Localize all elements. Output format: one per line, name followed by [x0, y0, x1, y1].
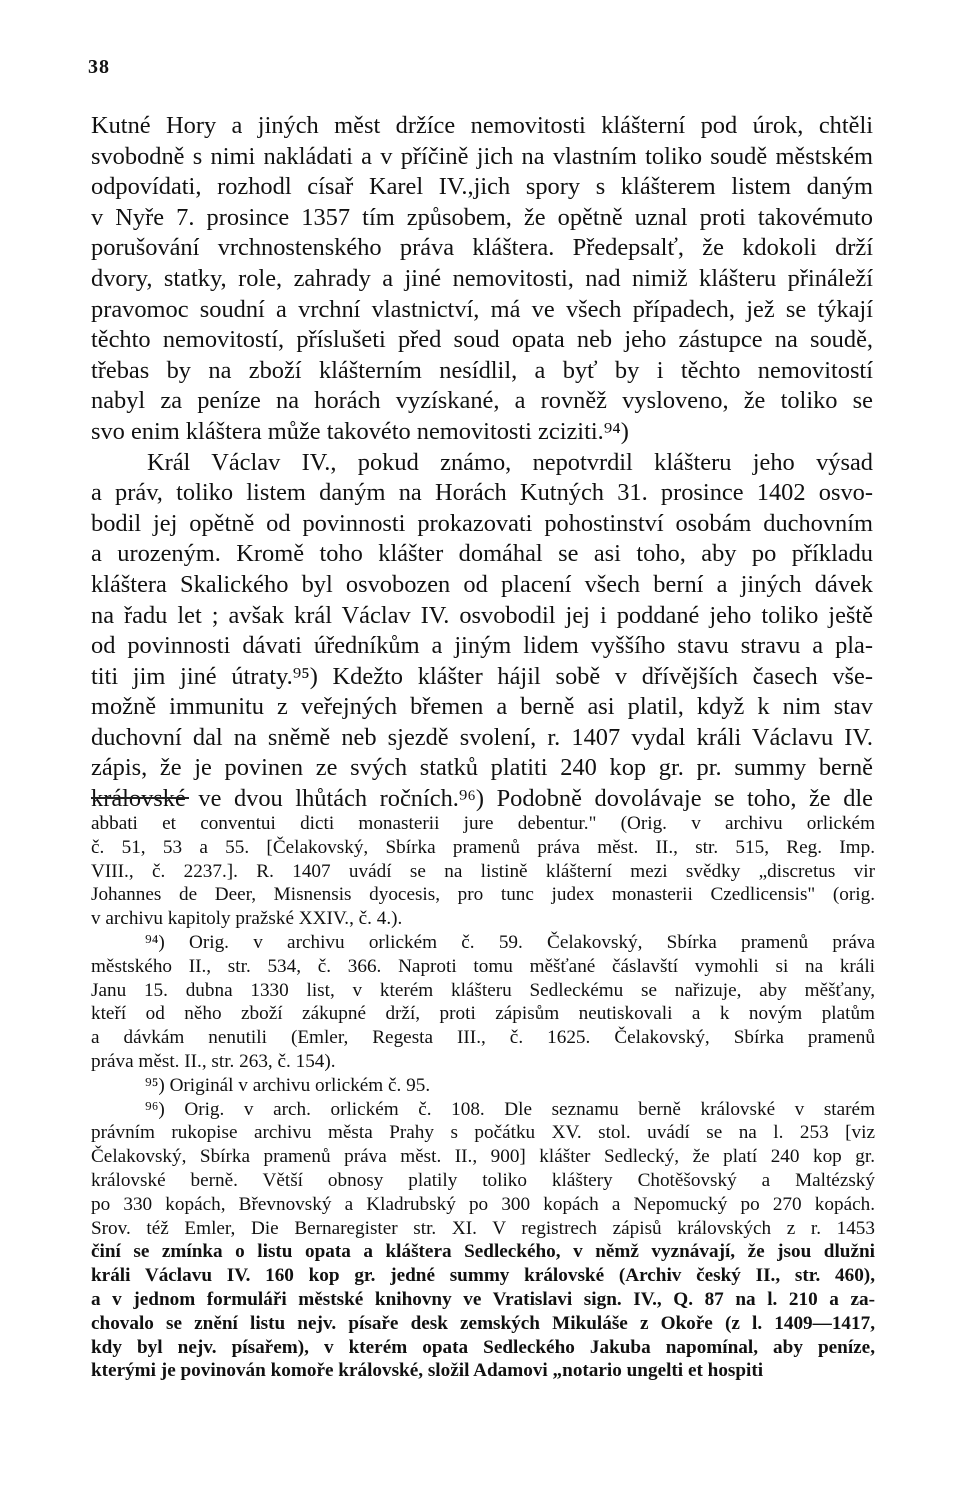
footnote-line: abbati et conventui dicti monasterii jure debentur." (Orig. v archivu orlickém — [91, 813, 875, 834]
footnote-94: ⁹⁴) Orig. v archivu orlickém č. 59. Čelakovský, Sbírka pramenů práva — [145, 931, 875, 953]
text-line: dvory, statky, role, zahrady a jiné nemovitosti, nad nimiž klášteru přináleží — [91, 264, 873, 292]
footnote-line: práva měst. II., str. 263, č. 154). — [91, 1050, 336, 1072]
footnote-line: VIII., č. 2237.]. R. 1407 uvádí se na listině klášterní mezi svědky „discretus vir — [91, 860, 875, 882]
text-line: kláštera Skalického byl osvobozen od placení všech berní a jiných dávek — [91, 570, 873, 598]
footnote-line: v archivu kapitoly pražské XXIV., č. 4.). — [91, 908, 403, 930]
text-line: svo enim kláštera může takovéto nemovitosti zciziti.⁹⁴) — [91, 417, 629, 445]
footnote-line: královské berně. Větší obnosy platily toliko kláštery Chotěšovský a Maltézský — [91, 1169, 875, 1191]
footnote-line: králi Václavu IV. 160 kop gr. jedné summy královské (Archiv český II., str. 460), — [91, 1265, 875, 1287]
text-line: možně immunitu z veřejných břemen a berně asi platil, když k nim stav — [91, 693, 873, 721]
text-line: odpovídati, rozhodl císař Karel IV.,jich spory s klášterem listem daným — [91, 173, 873, 201]
text-line: od povinnosti dávati úředníkům a jiným lidem vyššího stavu stravu a pla- — [91, 632, 873, 660]
text-line: těchto nemovitostí, příslušeti před soud opata neb jeho zástupce na soudě, — [91, 326, 873, 354]
footnote-line: právním rukopise archivu města Prahy s počátku XV. stol. uvádí se na l. 253 [viz — [91, 1122, 875, 1144]
footnote-line: chovalo se znění listu nejv. písaře desk zemských Mikuláše z Okoře (z l. 1409—1417, — [91, 1312, 875, 1334]
footnote-divider — [91, 797, 189, 799]
footnote-line: Srov. též Emler, Die Bernaregister str. XI. V registrech zápisů královských z r. 1453 — [91, 1217, 875, 1239]
text-line: královské ve dvou lhůtách ročních.⁹⁶) Podobně dovolávaje se toho, že dle — [91, 785, 873, 813]
footnote-line: a dávkám nenutili (Emler, Regesta III., č. 1625. Čelakovský, Sbírka pramenů — [91, 1027, 875, 1049]
footnote-line: č. 51, 53 a 55. [Čelakovský, Sbírka pramenů práva měst. II., str. 515, Reg. Imp. — [91, 836, 875, 858]
footnotes — [91, 812, 875, 1383]
text-line: zápis, že je povinen ze svých statků platiti 240 kop gr. pr. summy berně — [91, 754, 873, 782]
footnote-line: městského II., str. 534, č. 366. Naproti tomu měšťané čáslavští vymohli si na králi — [91, 955, 875, 977]
text-line: Kutné Hory a jiných měst držíce nemovitosti klášterní pod úrok, chtěli — [91, 112, 873, 139]
footnote-line: činí se zmínka o listu opata a kláštera Sedleckého, v němž vyznávají, že jsou dlužni — [91, 1241, 875, 1263]
footnote-line: Johannes de Deer, Misnensis dyocesis, pro tunc judex monasterii Czedlicensis" (orig. — [91, 884, 875, 906]
text-line: pravomoc soudní a vrchní vlastnictví, má ve všech případech, jež se týkají — [91, 295, 873, 323]
text-line: bodil jej opětně od povinnosti prokazovati pohostinství osobám duchovním — [91, 509, 873, 537]
footnote-line: a v jednom formuláři městské knihovny ve Vratislavi sign. IV., Q. 87 na l. 210 a za- — [91, 1288, 875, 1310]
text-line: porušování vrchnostenského práva kláštera. Předepsalť, že kdokoli drží — [91, 234, 873, 262]
footnote-line: kterými je povinován komoře královské, složil Adamovi „notario ungelti et hospiti — [91, 1360, 764, 1382]
main-text — [91, 111, 873, 815]
text-line: a práv, toliko listem daným na Horách Kutných 31. prosince 1402 osvo- — [91, 479, 873, 507]
footnote-line: Čelakovský, Sbírka pramenů práva měst. II., 900] klášter Sedlecký, že platí 240 kop gr. — [91, 1146, 875, 1168]
footnote-line: kdy byl nejv. písařem), v kterém opata Sedleckého Jakuba napomínal, aby peníze, — [91, 1336, 875, 1358]
text-line: nabyl za peníze na horách vyzískané, a rovněž vysloveno, že toliko se — [91, 387, 873, 415]
text-line: na řadu let ; avšak král Václav IV. osvobodil jej i poddané jeho toliko ještě — [91, 601, 873, 629]
text-line: Král Václav IV., pokud známo, nepotvrdil klášteru jeho výsad — [147, 448, 873, 476]
footnote-line: po 330 kopách, Břevnovský a Kladrubský po 300 kopách a Nepomucký po 270 kopách. — [91, 1193, 875, 1215]
text-line: v Nyře 7. prosince 1357 tím způsobem, že opětně uznal proti takovémuto — [91, 203, 873, 231]
footnote-line: Janu 15. dubna 1330 list, v kterém klášteru Sedleckému se nařizuje, aby měšťany, — [91, 979, 875, 1001]
footnote-95: ⁹⁵) Originál v archivu orlickém č. 95. — [145, 1074, 431, 1096]
text-line: titi jim jiné útraty.⁹⁵) Kdežto klášter hájil sobě v dřívějších časech vše- — [91, 662, 873, 690]
text-line: svobodně s nimi nakládati a v příčině jich na vlastním toliko soudě městském — [91, 142, 873, 170]
text-line: a urozeným. Kromě toho klášter domáhal se asi toho, aby po příkladu — [91, 540, 873, 568]
footnote-line: kteří od něho zboží zákupné drží, proti zápisům neutiskovali a k novým platům — [91, 1003, 875, 1025]
text-line: duchovní dal na sněmě neb sjezdě svolení, r. 1407 vydal králi Václavu IV. — [91, 723, 873, 751]
page-number: 38 — [88, 56, 110, 78]
footnote-96: ⁹⁶) Orig. v arch. orlickém č. 108. Dle seznamu berně královské v starém — [145, 1098, 875, 1120]
text-line: třebas by na zboží klášterním nesídlil, a byť by i těchto nemovitostí — [91, 356, 873, 384]
